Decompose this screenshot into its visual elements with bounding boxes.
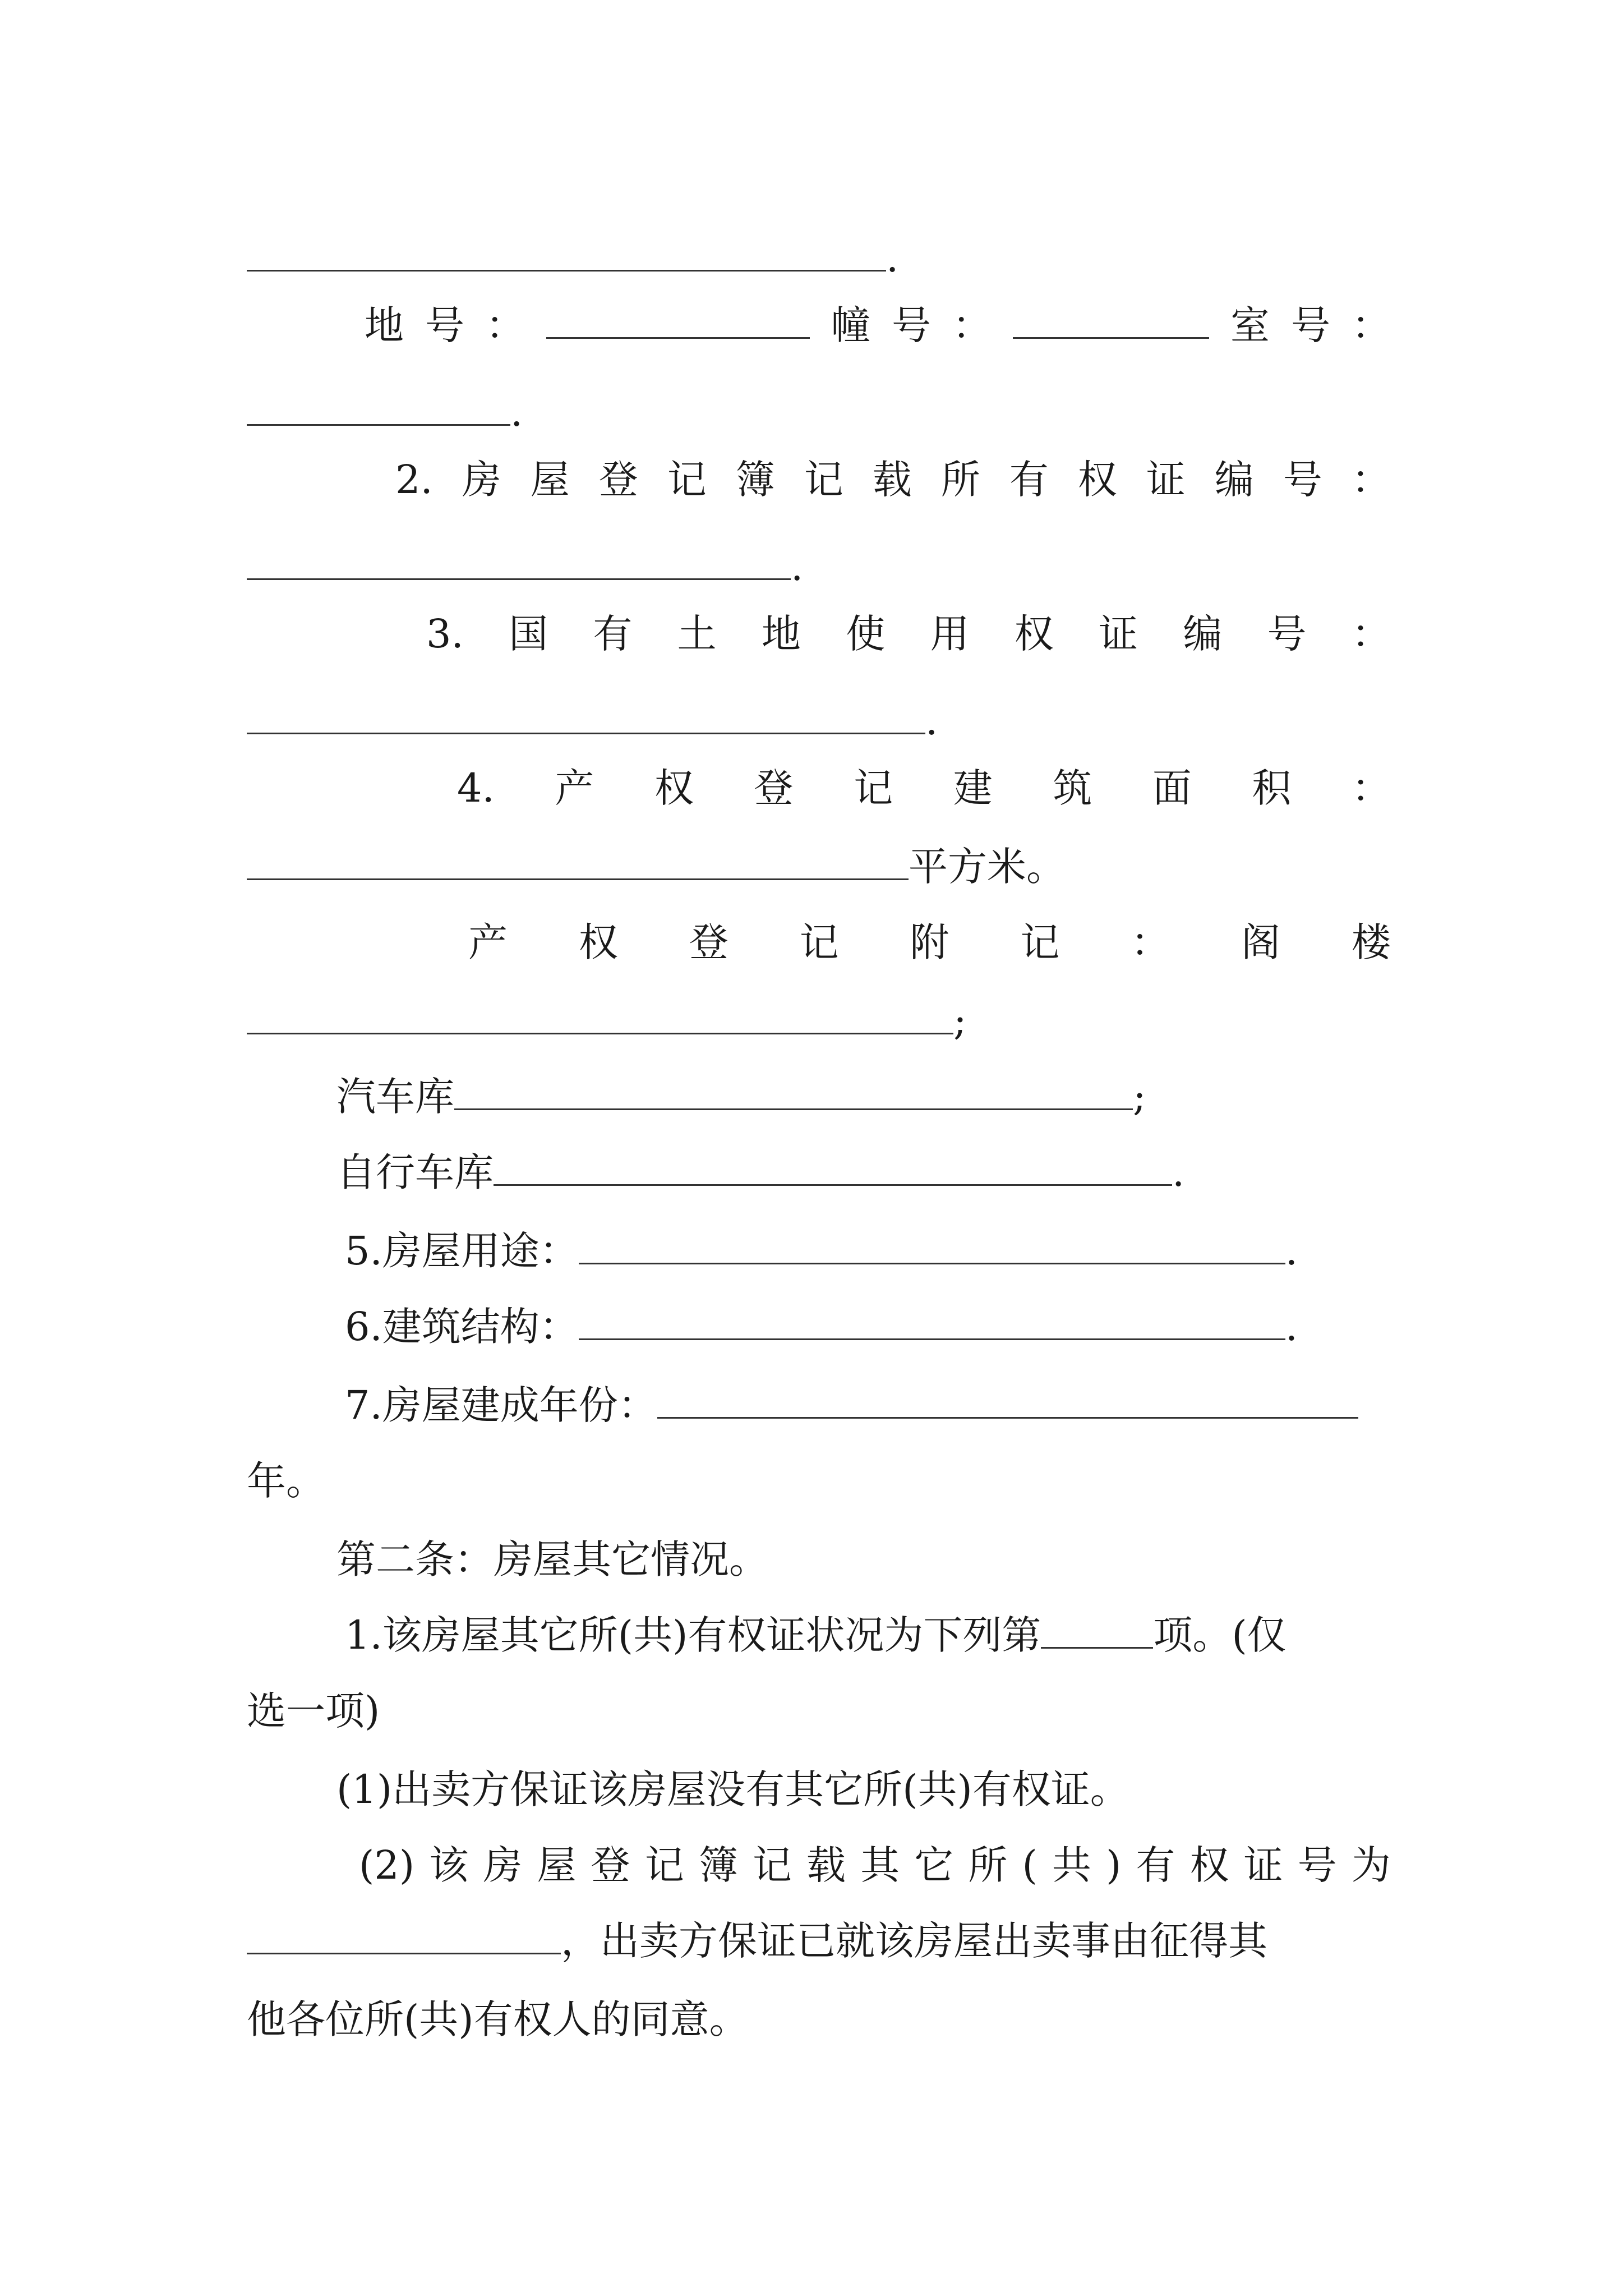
line-text: 1.该房屋其它所(共)有权证状况为下列第 [345, 1612, 1041, 1658]
attic-blank-line [247, 987, 1391, 1055]
line-text: ： [1352, 765, 1391, 811]
line-text: ) [1106, 1842, 1122, 1888]
line-text: 4. [457, 765, 495, 811]
fill-in-blank [247, 693, 925, 734]
line-text: . [791, 544, 804, 590]
line-text: 编 [1183, 611, 1223, 657]
line-text: 权 [1077, 457, 1117, 503]
land-certificate-blank-line [247, 687, 1391, 754]
bicycle-garage-line [336, 1139, 1481, 1206]
line-text: 证 [1243, 1842, 1283, 1888]
fill-in-blank [1013, 298, 1209, 339]
line-text: 号 [1267, 611, 1307, 657]
line-text: 附 [910, 919, 949, 965]
line-text: 登 [591, 1842, 630, 1888]
line-text: 3. [426, 611, 464, 657]
fill-in-blank [247, 385, 510, 426]
line-text: ( [1022, 1842, 1038, 1888]
line-text: ： [1351, 611, 1391, 657]
line-text: ： [486, 302, 525, 348]
line-text: 记 [804, 457, 843, 503]
year-suffix-line [247, 1447, 1391, 1515]
fill-in-blank [1041, 1608, 1153, 1649]
choose-one-line [247, 1677, 1391, 1745]
line-text: . [925, 698, 938, 744]
line-text: 编 [1214, 457, 1254, 503]
line-text: 年。 [247, 1458, 325, 1504]
line-text: 权 [1189, 1842, 1229, 1888]
line-text: 房 [483, 1842, 523, 1888]
line-text: . [510, 389, 523, 435]
fill-in-blank [247, 1913, 561, 1954]
line-text: 选一项) [247, 1688, 380, 1734]
line-text: 自行车库 [336, 1149, 494, 1195]
line-text: 房 [462, 457, 501, 503]
line-text: 屋 [537, 1842, 577, 1888]
line-text: 权 [654, 765, 694, 811]
line-text: ： [1352, 302, 1391, 348]
line-text: 载 [872, 457, 912, 503]
building-structure-line [345, 1293, 1489, 1360]
line-text: 登 [689, 919, 728, 965]
line-text: 使 [846, 611, 886, 657]
line-text: 其 [860, 1842, 900, 1888]
line-text: ; [953, 998, 967, 1044]
property-certificate-blank-line [247, 533, 1391, 600]
line-text: 记 [1020, 919, 1060, 965]
fill-in-blank [454, 1069, 1133, 1110]
fill-in-blank [579, 1299, 1285, 1340]
line-text: 楼 [1352, 919, 1391, 965]
line-text: 记 [799, 919, 839, 965]
fill-in-blank [546, 298, 810, 339]
line-text: 积 [1252, 765, 1292, 811]
option-two-blank-line [247, 1907, 1391, 1975]
line-text: ： [952, 302, 992, 348]
line-text: 筑 [1053, 765, 1092, 811]
line-text: ，出卖方保证已就该房屋出卖事由征得其 [561, 1918, 1267, 1964]
co-ownership-status-line [345, 1602, 1489, 1669]
line-text: 该 [429, 1842, 469, 1888]
line-text: . [1285, 1304, 1298, 1350]
line-text: 面 [1152, 765, 1192, 811]
line-text: 所 [968, 1842, 1008, 1888]
line-text: . [1172, 1149, 1185, 1195]
registration-note-line [468, 909, 1391, 976]
line-text: 号 [1283, 457, 1322, 503]
line-text: 2. [395, 457, 433, 503]
fill-in-blank [247, 993, 953, 1034]
line-text: 国 [509, 611, 548, 657]
line-text: 证 [1146, 457, 1186, 503]
line-text: 登 [598, 457, 638, 503]
floor-area-blank-line [247, 833, 1391, 900]
line-text: 权 [1014, 611, 1054, 657]
completion-year-line [345, 1372, 1391, 1439]
line-text: 记 [752, 1842, 792, 1888]
lot-building-room-line [365, 292, 1391, 359]
fill-in-blank [247, 539, 791, 580]
land-certificate-number-line [426, 600, 1391, 668]
line-text: 记 [644, 1842, 684, 1888]
line-text: 簿 [735, 457, 775, 503]
line-text: (1)出卖方保证该房屋没有其它所(共)有权证。 [336, 1766, 1129, 1812]
line-text: 阁 [1241, 919, 1281, 965]
line-text: 有 [1136, 1842, 1175, 1888]
room-number-blank-line [247, 379, 1391, 446]
fill-in-blank [494, 1145, 1172, 1186]
article-two-heading [336, 1526, 1481, 1593]
blank-line-1 [247, 224, 1391, 292]
line-text: 记 [667, 457, 707, 503]
line-text: 号 [425, 302, 464, 348]
property-certificate-number-line [395, 446, 1391, 513]
line-text: 5.房屋用途： [345, 1228, 579, 1274]
line-text: 平方米。 [909, 844, 1066, 890]
line-text: 有 [593, 611, 633, 657]
co-owners-consent-line [247, 1986, 1391, 2053]
line-text: 号 [1297, 1842, 1337, 1888]
line-text: (2) [359, 1842, 415, 1888]
option-one-line [336, 1756, 1481, 1823]
garage-line [336, 1063, 1481, 1130]
line-text: ： [1131, 919, 1170, 965]
floor-area-line [457, 754, 1391, 822]
line-text: 用 [930, 611, 970, 657]
line-text: 所 [940, 457, 980, 503]
line-text: 记 [854, 765, 893, 811]
line-text: 产 [555, 765, 594, 811]
line-text: 屋 [530, 457, 570, 503]
line-text: 建 [953, 765, 993, 811]
line-text: . [1285, 1228, 1298, 1274]
line-text: 产 [468, 919, 508, 965]
line-text: 7.房屋建成年份： [345, 1382, 657, 1428]
line-text: 号 [892, 302, 931, 348]
line-text: 登 [754, 765, 794, 811]
option-two-line [359, 1832, 1391, 1899]
line-text: 幢 [831, 302, 870, 348]
line-text: 证 [1099, 611, 1138, 657]
fill-in-blank [247, 839, 909, 880]
line-text: 他各位所(共)有权人的同意。 [247, 1996, 749, 2042]
house-use-line [345, 1217, 1489, 1285]
fill-in-blank [657, 1378, 1358, 1419]
line-text: ： [1351, 457, 1391, 503]
line-text: ; [1133, 1074, 1146, 1120]
line-text: . [886, 235, 899, 281]
line-text: 号 [1291, 302, 1330, 348]
line-text: 权 [578, 919, 618, 965]
line-text: 地 [761, 611, 801, 657]
line-text: 共 [1052, 1842, 1091, 1888]
line-text: 地 [365, 302, 404, 348]
line-text: 载 [806, 1842, 846, 1888]
line-text: 室 [1230, 302, 1270, 348]
fill-in-blank [247, 231, 886, 272]
line-text: 它 [914, 1842, 954, 1888]
line-text: 第二条：房屋其它情况。 [336, 1536, 768, 1582]
line-text: 项。(仅 [1153, 1612, 1287, 1658]
line-text: 有 [1009, 457, 1049, 503]
line-text: 6.建筑结构： [345, 1304, 579, 1350]
line-text: 土 [677, 611, 717, 657]
line-text: 为 [1351, 1842, 1391, 1888]
line-text: 汽车库 [336, 1074, 454, 1120]
line-text: 簿 [698, 1842, 738, 1888]
fill-in-blank [579, 1223, 1285, 1264]
